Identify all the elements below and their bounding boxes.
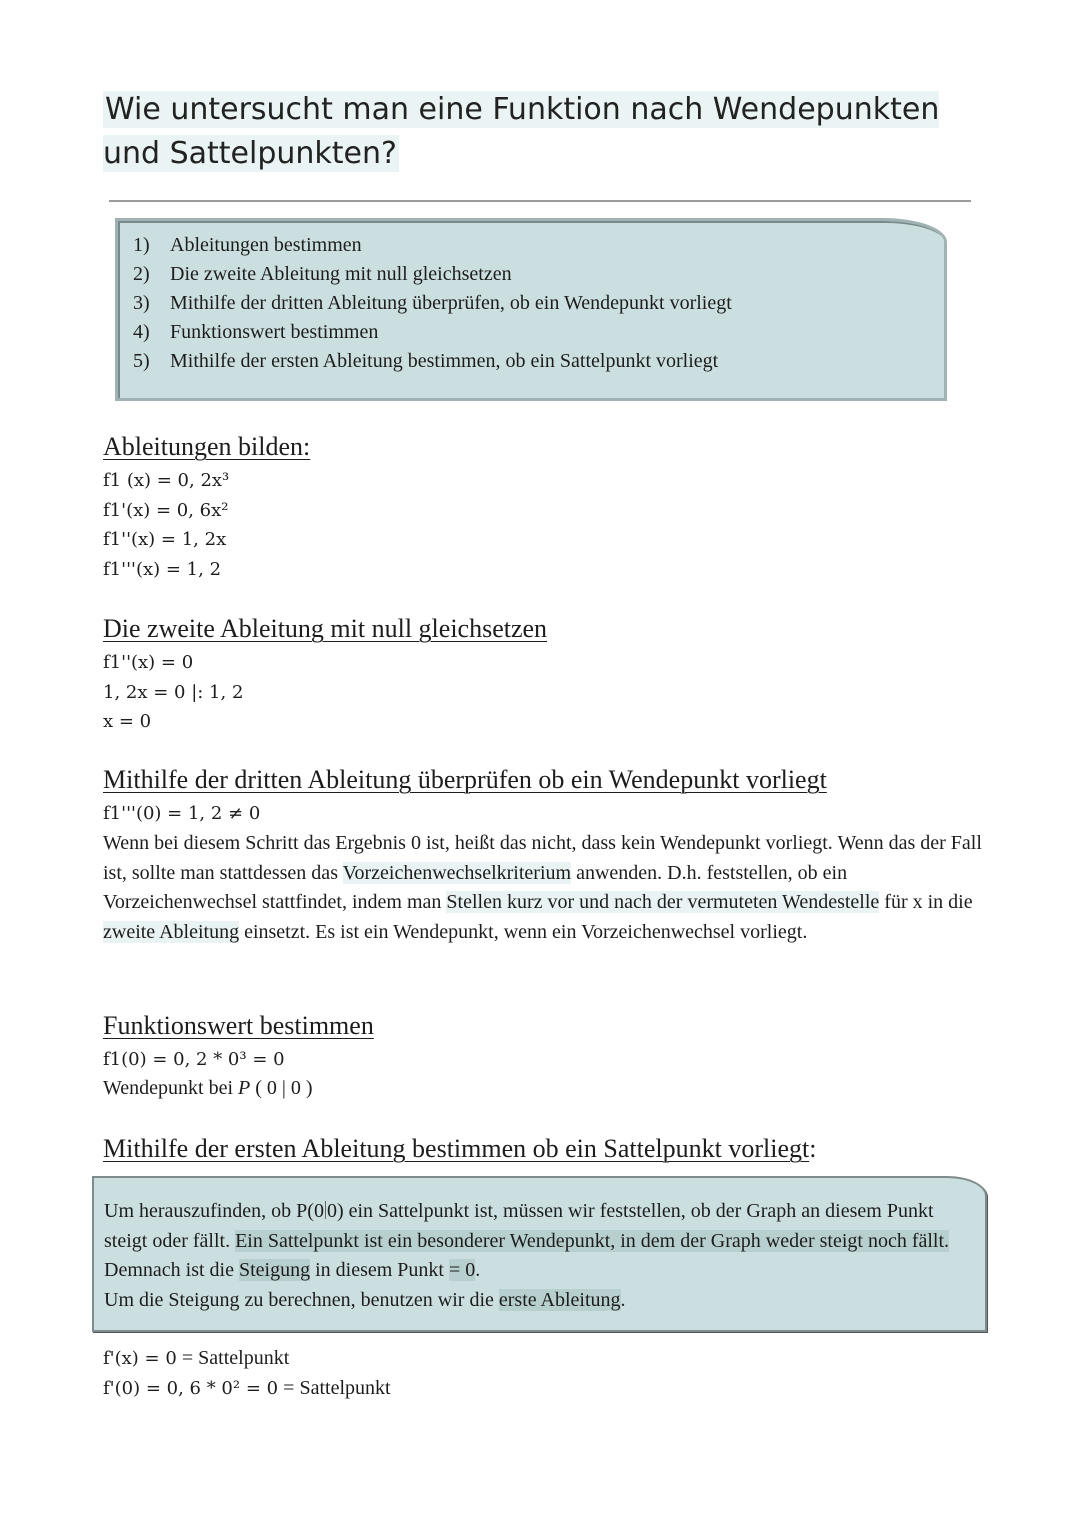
formula-label: = Sattelpunkt bbox=[283, 1376, 391, 1399]
list-item bbox=[133, 231, 732, 260]
text-run: für x in die bbox=[884, 891, 973, 913]
point-coords: ( 0 | 0 ) bbox=[255, 1077, 313, 1099]
formula-line: f1''(x) = 0 bbox=[103, 652, 194, 673]
highlight-text: zweite Ableitung bbox=[103, 920, 240, 943]
divider bbox=[109, 200, 971, 202]
highlight-text: = 0 bbox=[448, 1259, 476, 1281]
formula-line bbox=[103, 1344, 391, 1374]
highlight-text: Vorzeichenwechselkriterium bbox=[342, 861, 572, 884]
steps-box bbox=[115, 218, 947, 401]
derivatives-block bbox=[103, 466, 229, 584]
step-text: Mithilfe der dritten Ableitung überprüfen, ob ein Wendepunkt vorliegt bbox=[170, 292, 732, 314]
list-item bbox=[133, 318, 732, 347]
text-run: in diesem Punkt bbox=[315, 1259, 444, 1281]
highlight-text: Ein Sattelpunkt ist ein besonderer Wendepunkt, in dem der Graph weder steigt noch fällt. bbox=[235, 1229, 950, 1252]
formula-line bbox=[103, 1374, 391, 1404]
section-heading-third-derivative: Mithilfe der dritten Ableitung überprüfen ob ein Wendepunkt vorliegt bbox=[103, 765, 827, 794]
formula-label: = Sattelpunkt bbox=[181, 1347, 290, 1369]
heading-text: Mithilfe der ersten Ableitung bestimmen ob ein Sattelpunkt vorliegt bbox=[103, 1134, 810, 1163]
text-run: Demnach ist die bbox=[104, 1259, 234, 1281]
point-name: P bbox=[238, 1077, 251, 1099]
highlight-text: Steigung bbox=[238, 1259, 311, 1281]
text-run: einsetzt. Es ist ein Wendepunkt, wenn ein Vorzeichenwechsel vorliegt. bbox=[244, 920, 808, 943]
heading-colon: : bbox=[809, 1134, 817, 1163]
list-item bbox=[133, 260, 732, 289]
text-run: Um herauszufinden, ob P(0 bbox=[104, 1200, 324, 1222]
step-text: Mithilfe der ersten Ableitung bestimmen, ob ein Sattelpunkt vorliegt bbox=[170, 350, 719, 372]
function-value-formula: f1(0) = 0, 2 * 0³ = 0 bbox=[103, 1049, 285, 1070]
formula-line: f1''(x) = 1, 2x bbox=[103, 529, 227, 550]
saddle-point-note bbox=[92, 1176, 987, 1332]
text-run: . bbox=[620, 1288, 626, 1311]
step-number: 5) bbox=[133, 350, 150, 372]
note-paragraph bbox=[104, 1197, 964, 1315]
step-text: Funktionswert bestimmen bbox=[170, 321, 379, 343]
second-derivative-block bbox=[103, 648, 243, 737]
step-number: 4) bbox=[133, 321, 150, 343]
saddle-point-block bbox=[103, 1344, 391, 1403]
highlight-text: Stellen kurz vor und nach der vermuteten Wendestelle bbox=[446, 891, 880, 913]
list-item bbox=[133, 289, 732, 318]
step-number: 3) bbox=[133, 292, 150, 314]
explanation-paragraph bbox=[103, 829, 983, 947]
step-text: Die zweite Ableitung mit null gleichsetzen bbox=[170, 263, 512, 285]
text-run: anwenden. D.h. feststellen, ob ein Vorzeichenwechsel stattfindet, indem man bbox=[103, 861, 848, 913]
highlight-text: erste Ableitung bbox=[498, 1288, 621, 1311]
list-item bbox=[133, 347, 732, 376]
text-run: . bbox=[475, 1259, 481, 1281]
formula-line: f1'(x) = 0, 6x² bbox=[103, 499, 229, 521]
formula: f'(0) = 0, 6 * 0² = 0 bbox=[103, 1377, 279, 1399]
step-number: 2) bbox=[133, 263, 150, 285]
formula-line: f1 (x) = 0, 2x³ bbox=[103, 470, 230, 491]
step-number: 1) bbox=[133, 234, 150, 256]
text-run: Wenn bei diesem Schritt das Ergebnis 0 ist, heißt das nicht, dass kein Wendepunkt vorliegt. Wenn das der Fall ist, sollte man stattdessen das bbox=[103, 832, 982, 884]
formula-line: 1, 2x = 0 |: 1, 2 bbox=[103, 681, 244, 703]
cursor-mark bbox=[325, 1201, 326, 1219]
result-label: Wendepunkt bei bbox=[103, 1077, 234, 1099]
step-text: Ableitungen bestimmen bbox=[170, 234, 362, 256]
steps-list bbox=[133, 231, 732, 376]
formula: f'(x) = 0 bbox=[103, 1348, 177, 1369]
section-heading-saddle-point bbox=[103, 1134, 816, 1164]
text-run: Um die Steigung zu berechnen, benutzen wir die bbox=[104, 1288, 494, 1311]
formula-line: x = 0 bbox=[103, 711, 152, 732]
page-title: Wie untersucht man eine Funktion nach Wendepunkten und Sattelpunkten? bbox=[103, 92, 940, 171]
formula-line: f1'''(x) = 1, 2 bbox=[103, 558, 222, 580]
section-heading-derivatives: Ableitungen bilden: bbox=[103, 432, 311, 461]
inflection-point-result bbox=[103, 1074, 313, 1104]
text-run: 0) ein Sattelpunkt ist, müssen wir feststellen, ob der Graph an diesem Punkt steigt oder fällt. bbox=[104, 1200, 934, 1252]
third-derivative-formula: f1'''(0) = 1, 2 ≠ 0 bbox=[103, 803, 261, 824]
section-heading-function-value: Funktionswert bestimmen bbox=[103, 1011, 374, 1040]
section-heading-second-derivative: Die zweite Ableitung mit null gleichsetzen bbox=[103, 614, 548, 643]
